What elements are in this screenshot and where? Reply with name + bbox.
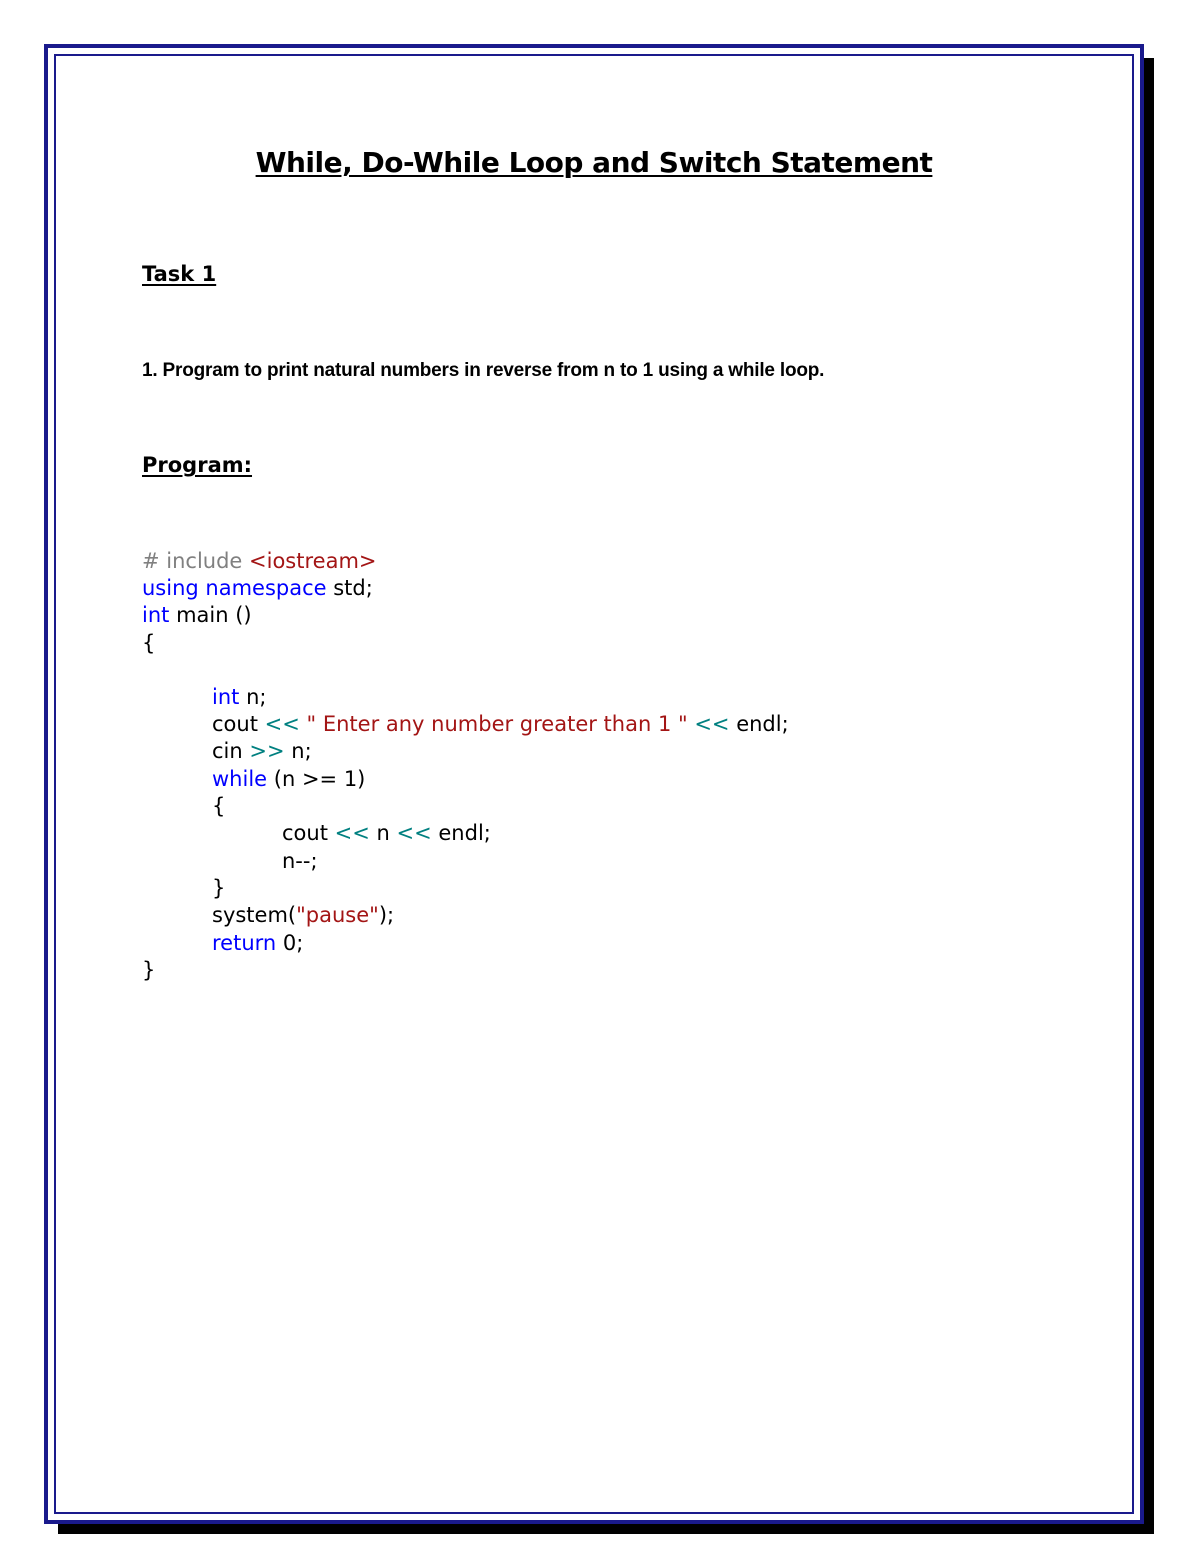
code-token: std; <box>326 576 373 600</box>
code-line-include <box>142 548 377 575</box>
code-line-decrement <box>282 848 318 875</box>
code-token: } <box>212 876 226 900</box>
code-token: "pause" <box>296 903 379 927</box>
code-token: # include <box>142 549 250 573</box>
code-token: main () <box>169 603 252 627</box>
code-line-while <box>212 766 365 793</box>
program-heading: Program: <box>142 453 253 477</box>
code-token: (n <box>267 767 302 791</box>
code-line-while-open <box>212 793 225 820</box>
code-token: { <box>142 631 156 655</box>
code-token: >> <box>249 739 285 763</box>
code-token: 1) <box>337 767 366 791</box>
code-token: cout <box>282 821 335 845</box>
code-line-input <box>212 738 312 765</box>
code-token: { <box>212 794 226 818</box>
task-description: 1. Program to print natural numbers in reverse from n to 1 using a while loop. <box>142 360 825 381</box>
code-line-prompt <box>212 711 789 738</box>
code-line-namespace <box>142 575 373 602</box>
code-token: << <box>694 712 730 736</box>
code-token: ); <box>378 903 395 927</box>
code-token: cin <box>212 739 250 763</box>
code-token: << <box>334 821 370 845</box>
code-token: } <box>142 958 156 982</box>
code-token: return <box>212 931 277 955</box>
code-token: int <box>212 685 240 709</box>
code-token: n <box>369 821 397 845</box>
code-token: endl; <box>729 712 789 736</box>
code-token: << <box>396 821 432 845</box>
code-token: cout <box>212 712 265 736</box>
code-line-open-brace <box>142 630 155 657</box>
page-title: While, Do-While Loop and Switch Statement <box>255 146 933 179</box>
code-token: << <box>264 712 300 736</box>
code-token: >= <box>301 767 338 791</box>
code-token: n--; <box>282 849 318 873</box>
code-token: endl; <box>431 821 491 845</box>
code-token: n; <box>284 739 312 763</box>
task-heading: Task 1 <box>142 262 217 286</box>
code-line-pause <box>212 902 394 929</box>
code-token: using namespace <box>142 576 327 600</box>
code-line-main <box>142 602 252 629</box>
code-token: int <box>142 603 170 627</box>
code-token: <iostream> <box>249 549 377 573</box>
code-line-close-brace <box>142 957 155 984</box>
code-token: n; <box>239 685 267 709</box>
code-token: system( <box>212 903 297 927</box>
code-line-return <box>212 930 303 957</box>
code-token: 0; <box>276 931 304 955</box>
code-token: while <box>212 767 268 791</box>
code-line-output <box>282 820 491 847</box>
code-line-while-close <box>212 875 225 902</box>
code-line-declare <box>212 684 266 711</box>
code-token: " Enter any number greater than 1 " <box>299 712 695 736</box>
